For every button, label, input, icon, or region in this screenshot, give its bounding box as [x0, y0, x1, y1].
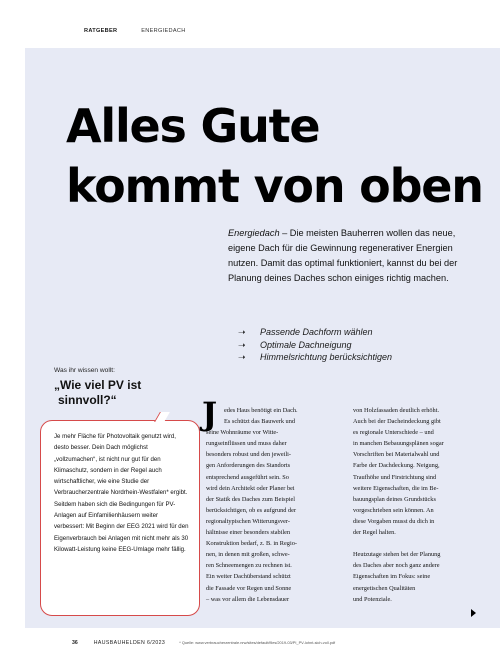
- body-text-line: Vorschriften bei Materialwahl und: [353, 451, 440, 459]
- body-text-line: Eigenschaften im Fokus: seine: [353, 573, 431, 581]
- question-title-line-1: „Wie viel PV ist: [54, 378, 142, 392]
- magazine-issue: HAUSBAUHELDEN 6/2023: [93, 640, 166, 646]
- body-text-line: Konstruktion bedarf, z. B. in Regio-: [206, 540, 297, 548]
- body-text-line: regionaltypischen Witterungsver-: [206, 517, 290, 525]
- body-text-line: es regionale Unterschiede – und: [353, 429, 434, 437]
- page-header: [84, 28, 186, 34]
- bullet-text: Passende Dachform wählen: [260, 327, 373, 337]
- intro-text: – Die meisten Bauherren wollen das neue, eigene Dach für die Gewinnung regenerativer Energien nutzen. Damit das optimal funktioniert, kannst du bei der Planung deines Daches schon einiges richtig machen.: [228, 228, 458, 283]
- bullet-text: Himmelsrichtung berücksichtigen: [260, 352, 393, 362]
- body-text-line: wird dein Architekt oder Planer bei: [206, 484, 295, 492]
- question-label: Was ihr wissen wollt:: [54, 367, 115, 374]
- arrow-right-icon: ➝: [238, 339, 246, 350]
- body-column-2: [353, 405, 483, 605]
- answer-callout-box: [40, 420, 200, 616]
- body-text-line: ren Schneemengen zu rechnen ist.: [206, 562, 292, 570]
- bullet-item: [238, 326, 392, 339]
- headline-line-1: Alles Gute: [66, 99, 320, 153]
- callout-text: Je mehr Fläche für Photovoltaik genutzt wird, desto besser. Dein Dach möglichst „vollzumachen“, ist nicht nur gut für den Klimaschutz, sondern in der Regel auch wirtschaftlicher, wie eine Studie der Verbraucherzentrale Nordrhein-Westfalen* ergibt. Seitdem haben sich die Bedingungen für PV-Anlagen auf Einfamilienhäusern weiter verbessert: Mit Beginn der EEG 2021 wird für den Eigenverbrauch bei Anlagen mit nicht mehr als 30 Kilowatt-Leistung keine EEG-Umlage mehr fällig.: [54, 433, 189, 553]
- body-text-line: des Daches aber noch ganz andere: [353, 562, 440, 570]
- headline-line-2: kommt von oben: [66, 159, 483, 213]
- body-text-line: gen Anforderungen des Standorts: [206, 462, 291, 470]
- body-column-2-part-1: [353, 405, 483, 538]
- body-text-line: bauungsplan deines Grundstücks: [353, 495, 436, 503]
- paragraph-gap: [353, 538, 483, 549]
- body-text-line: und Potenziale.: [353, 595, 392, 603]
- body-text-line: von Holzfassaden deutlich erhöht.: [353, 407, 440, 414]
- body-column-1: [206, 405, 344, 605]
- body-text-line: Farbe der Dachdeckung. Neigung,: [353, 462, 440, 470]
- body-text-line: weitere Eigenschaften, die im Be-: [353, 484, 439, 492]
- header-section: ENERGIEDACH: [141, 28, 186, 34]
- body-text-line: Ein weiter Dachüberstand schützt: [206, 573, 291, 581]
- page-number: 36: [72, 640, 78, 646]
- bullet-item: [238, 339, 392, 352]
- body-text-line: der Regel halten.: [353, 529, 396, 537]
- body-text-line: der Statik des Daches zum Beispiel: [206, 495, 296, 503]
- continue-arrow-icon: [471, 609, 476, 617]
- body-text-line: – was vor allem die Lebensdauer: [206, 595, 290, 603]
- body-text-line: Heutzutage stehen bei der Planung: [353, 551, 441, 559]
- arrow-right-icon: ➝: [238, 352, 246, 362]
- page-footer: [72, 640, 492, 646]
- body-text-line: in manchen Bebauungsplänen sogar: [353, 440, 444, 448]
- body-text-line: seine Wohnräume vor Witte-: [206, 429, 279, 437]
- body-text-line: edes Haus benötigt ein Dach.: [224, 407, 298, 414]
- body-text-line: Auch bei der Dacheindeckung gibt: [353, 418, 441, 426]
- body-text-line: hältnisse einer besonders stabilen: [206, 529, 291, 537]
- header-category: RATGEBER: [84, 28, 118, 34]
- footnote-source: * Quelle: www.verbraucherzentrale.nrw/sites/default/files/2019-03/PI_PV-lohnt-sich-voll.pdf: [179, 640, 336, 645]
- body-text-line: energetischen Qualitäten: [353, 584, 416, 592]
- bullet-text: Optimale Dachneigung: [260, 339, 352, 350]
- body-text-line: diese Vorgaben musst du dich in: [353, 517, 435, 525]
- body-text-line: Traufhöhe und Firstrichtung sind: [353, 473, 437, 481]
- body-column-2-part-2: [353, 549, 483, 604]
- body-text-line: vorgeschrieben sein können. An: [353, 506, 434, 514]
- arrow-right-icon: ➝: [238, 327, 246, 337]
- body-text-line: berücksichtigen, ob es aufgrund der: [206, 506, 297, 514]
- intro-lead: Energiedach: [228, 228, 280, 238]
- intro-paragraph: [228, 226, 478, 286]
- question-title: [54, 378, 141, 408]
- body-text-line: entsprechend ausgeführt sein. So: [206, 473, 289, 481]
- headline: [66, 96, 486, 216]
- bullet-list: [238, 326, 392, 364]
- body-text-line: nen, in denen mit großen, schwe-: [206, 551, 290, 559]
- body-text-line: Es schützt das Bauwerk und: [224, 418, 295, 426]
- drop-cap: J: [202, 395, 218, 433]
- body-text-line: besonders robust und den jeweili-: [206, 451, 291, 459]
- body-text-line: rungseinflüssen und muss daher: [206, 440, 287, 448]
- question-title-line-2: sinnvoll?“: [58, 393, 117, 407]
- body-text-line: die Fassade vor Regen und Sonne: [206, 584, 292, 592]
- bullet-item: [238, 351, 392, 364]
